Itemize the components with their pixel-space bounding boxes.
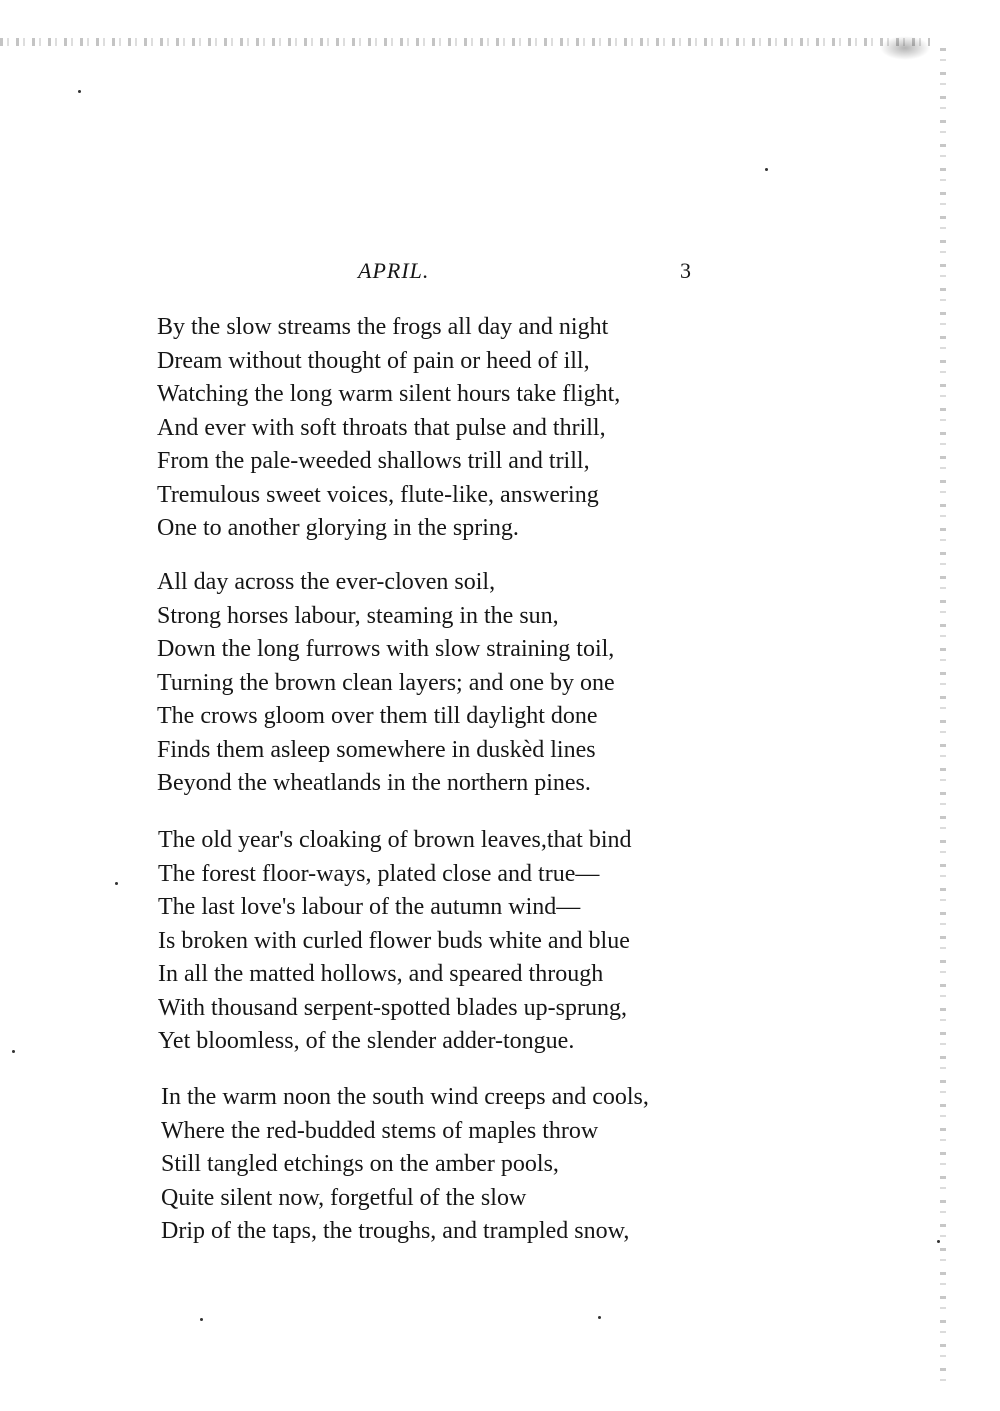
poem-line: Finds them asleep somewhere in duskèd lines [157, 736, 596, 763]
scan-speck [12, 1050, 15, 1053]
scan-top-edge-artifact [0, 38, 930, 46]
poem-line: Tremulous sweet voices, flute-like, answering [157, 481, 599, 508]
poem-line: All day across the ever-cloven soil, [157, 569, 496, 595]
poem-line: Beyond the wheatlands in the northern pines. [157, 770, 591, 796]
poem-line: Is broken with curled flower buds white and blue [158, 927, 630, 954]
poem-line: The forest floor-ways, plated close and true— [158, 860, 600, 887]
poem-line: The crows gloom over them till daylight done [157, 703, 598, 729]
poem-line: Down the long furrows with slow straining toil, [157, 636, 615, 662]
poem-line: In all the matted hollows, and speared through [158, 961, 604, 987]
running-title: APRIL. [358, 258, 430, 283]
poem-line: Turning the brown clean layers; and one by one [157, 669, 615, 696]
stanza-4 [161, 1081, 761, 1249]
poem-line: Strong horses labour, steaming in the sun, [157, 602, 559, 629]
poem-line: In the warm noon the south wind creeps and cools, [161, 1084, 649, 1110]
scan-corner-smudge [880, 36, 930, 60]
scan-speck [78, 90, 81, 93]
poem-line: By the slow streams the frogs all day and night [157, 314, 609, 340]
poem-line: Dream without thought of pain or heed of ill, [157, 347, 590, 374]
poem-line: Quite silent now, forgetful of the slow [161, 1184, 527, 1211]
poem-line: The last love's labour of the autumn wind— [158, 894, 581, 920]
scan-speck [598, 1316, 601, 1319]
poem-line: Watching the long warm silent hours take flight, [157, 381, 621, 407]
poem-line: And ever with soft throats that pulse and thrill, [157, 414, 606, 441]
poem-line: One to another glorying in the spring. [157, 515, 519, 541]
poem-line: Still tangled etchings on the amber pools, [161, 1151, 559, 1177]
scan-speck [765, 168, 768, 171]
poem-line: From the pale-weeded shallows trill and trill, [157, 448, 590, 474]
poem-line: Yet bloomless, of the slender adder-tongue. [158, 1028, 575, 1054]
scan-right-edge-artifact [940, 48, 946, 1388]
poem-line: The old year's cloaking of brown leaves,that bind [158, 827, 632, 853]
page-number: 3 [680, 258, 691, 283]
stanza-3 [158, 824, 758, 1059]
poem-line: Drip of the taps, the troughs, and trampled snow, [161, 1218, 630, 1244]
stanza-1 [157, 311, 757, 546]
poem-line: With thousand serpent-spotted blades up-sprung, [158, 994, 627, 1021]
scan-speck [115, 882, 118, 885]
poem-line: Where the red-budded stems of maples throw [161, 1117, 599, 1144]
stanza-2 [157, 566, 757, 801]
scan-speck [937, 1240, 940, 1243]
scan-speck [200, 1318, 203, 1321]
